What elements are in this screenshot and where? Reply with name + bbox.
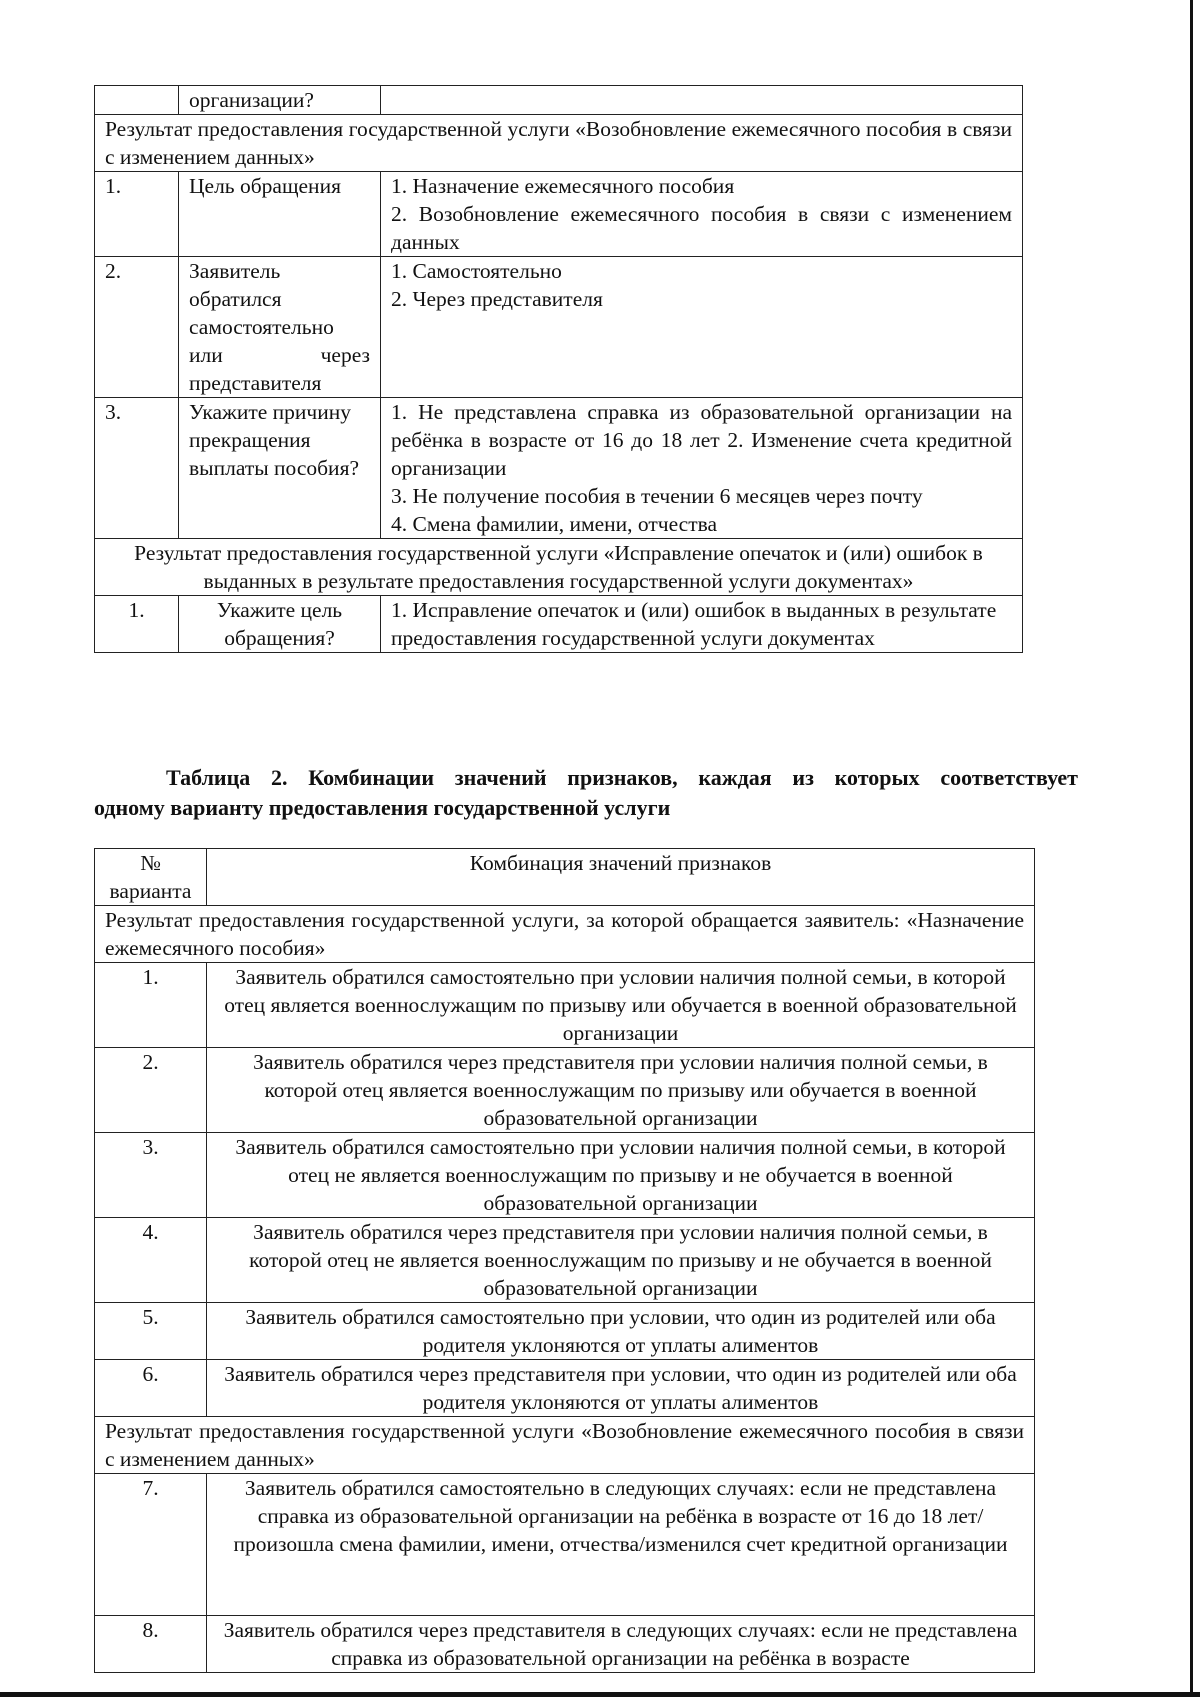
cell-text: Заявитель обратился самостоятельно при условии наличия полной семьи, в которой отец не является военнослужащим по призыву и не обучается в военной образовательной организации xyxy=(207,1133,1035,1218)
section-heading-correction: Результат предоставления государственной услуги «Исправление опечаток и (или) ошибок в выданных в результате предоставления государственной услуги документах» xyxy=(95,539,1023,596)
table-row xyxy=(95,596,1023,653)
value-option: 4. Смена фамилии, имени, отчества xyxy=(391,512,718,536)
cell-label: Заявитель обратился самостоятельно или через представителя xyxy=(179,257,381,398)
cell-values xyxy=(381,172,1023,257)
table-row xyxy=(95,1474,1035,1616)
cell-label: Укажите цель обращения? xyxy=(179,596,381,653)
table-row xyxy=(95,86,1023,115)
table-row xyxy=(95,1360,1035,1417)
table-row xyxy=(95,1303,1035,1360)
cell-num: 6. xyxy=(95,1360,207,1417)
header-variant-num xyxy=(95,849,207,906)
value-option: 1. Самостоятельно xyxy=(391,259,562,283)
page-bottom-border xyxy=(0,1692,1200,1697)
section-heading-renewal: Результат предоставления государственной услуги «Возобновление ежемесячного пособия в связи с изменением данных» xyxy=(95,1417,1035,1474)
value-option: 1. Назначение ежемесячного пособия xyxy=(391,174,735,198)
cell-values xyxy=(381,86,1023,115)
value-option: 1. Не представлена справка из образовательной организации на ребёнка в возрасте от 16 до 18 лет 2. Изменение счета кредитной организации xyxy=(391,400,1012,480)
value-option: 2. Возобновление ежемесячного пособия в связи с изменением данных xyxy=(391,202,1012,254)
table2-title xyxy=(94,763,1078,823)
cell-values xyxy=(381,398,1023,539)
cell-num: 1. xyxy=(95,172,179,257)
cell-label: Цель обращения xyxy=(179,172,381,257)
table-row xyxy=(95,172,1023,257)
value-option: 3. Не получение пособия в течении 6 месяцев через почту xyxy=(391,484,923,508)
table2-title-line1: Таблица 2. Комбинации значений признаков, каждая из которых соответствует xyxy=(166,765,1078,790)
page-right-border xyxy=(1190,0,1193,1697)
table-row xyxy=(95,1048,1035,1133)
cell-num: 5. xyxy=(95,1303,207,1360)
cell-text: Заявитель обратился самостоятельно при условии, что один из родителей или оба родителя уклоняются от уплаты алиментов xyxy=(207,1303,1035,1360)
cell-num: 1. xyxy=(95,963,207,1048)
cell-text: Заявитель обратился самостоятельно в следующих случаях: если не представлена справка из образовательной организации на ребёнка в возрасте от 16 до 18 лет/ произошла смена фамилии, имени, отчества/изменился счет кредитной организации xyxy=(207,1474,1035,1616)
cell-label: Укажите причину прекращения выплаты пособия? xyxy=(179,398,381,539)
table-header-row xyxy=(95,849,1035,906)
table-row xyxy=(95,257,1023,398)
cell-label: организации? xyxy=(179,86,381,115)
table-row xyxy=(95,963,1035,1048)
section-heading-renewal: Результат предоставления государственной услуги «Возобновление ежемесячного пособия в связи с изменением данных» xyxy=(95,115,1023,172)
variants-table xyxy=(94,848,1035,1673)
criteria-table xyxy=(94,85,1023,653)
cell-text: Заявитель обратился самостоятельно при условии наличия полной семьи, в которой отец является военнослужащим по призыву или обучается в военной образовательной организации xyxy=(207,963,1035,1048)
cell-num: 4. xyxy=(95,1218,207,1303)
cell-num: 1. xyxy=(95,596,179,653)
table2-title-line2: одному варианту предоставления государственной услуги xyxy=(94,795,671,820)
cell-num: 3. xyxy=(95,398,179,539)
value-option: 2. Через представителя xyxy=(391,287,603,311)
table-row xyxy=(95,1133,1035,1218)
section-row xyxy=(95,539,1023,596)
section-row xyxy=(95,115,1023,172)
table-row xyxy=(95,398,1023,539)
cell-text: Заявитель обратился через представителя в следующих случаях: если не представлена справка из образовательной организации на ребёнка в возрасте xyxy=(207,1616,1035,1673)
header-combination: Комбинация значений признаков xyxy=(207,849,1035,906)
cell-values: 1. Исправление опечаток и (или) ошибок в выданных в результате предоставления государственной услуги документах xyxy=(381,596,1023,653)
cell-num: 3. xyxy=(95,1133,207,1218)
section-heading-assign: Результат предоставления государственной услуги, за которой обращается заявитель: «Назначение ежемесячного пособия» xyxy=(95,906,1035,963)
section-row xyxy=(95,906,1035,963)
cell-text: Заявитель обратился через представителя при условии наличия полной семьи, в которой отец не является военнослужащим по призыву и не обучается в военной образовательной организации xyxy=(207,1218,1035,1303)
table-row xyxy=(95,1218,1035,1303)
cell-text: Заявитель обратился через представителя при условии наличия полной семьи, в которой отец является военнослужащим по призыву или обучается в военной образовательной организации xyxy=(207,1048,1035,1133)
section-row xyxy=(95,1417,1035,1474)
table-row xyxy=(95,1616,1035,1673)
cell-num: 8. xyxy=(95,1616,207,1673)
cell-values xyxy=(381,257,1023,398)
header-num-symbol: № xyxy=(140,851,161,875)
cell-text: Заявитель обратился через представителя при условии, что один из родителей или оба родителя уклоняются от уплаты алиментов xyxy=(207,1360,1035,1417)
cell-num: 2. xyxy=(95,1048,207,1133)
cell-num: 2. xyxy=(95,257,179,398)
cell-num xyxy=(95,86,179,115)
header-num-word: варианта xyxy=(109,879,192,903)
cell-num: 7. xyxy=(95,1474,207,1616)
